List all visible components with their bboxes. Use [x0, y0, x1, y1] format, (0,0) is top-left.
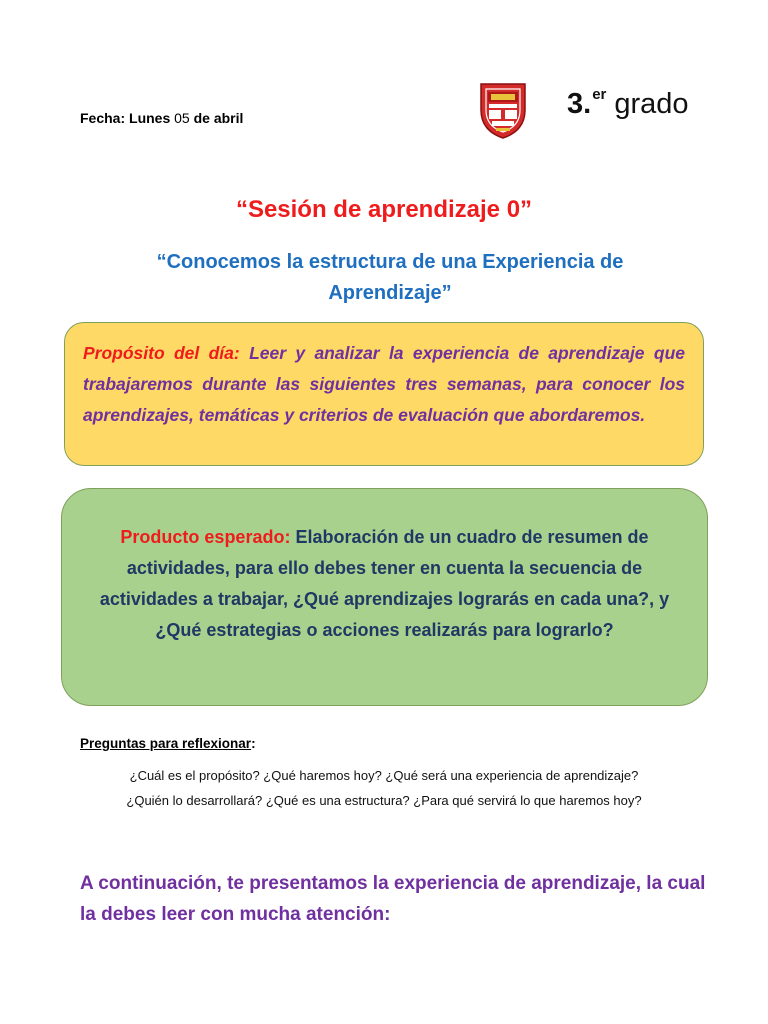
product-text: Elaboración de un cuadro de resumen de actividades, para ello debes tener en cuenta la secuencia de actividades a trabajar, ¿Qué aprendizajes lograrás en cada una?, y ¿Qué estrategias o acciones realizarás para lograrlo? — [99, 527, 670, 640]
product-label: Producto esperado: — [120, 527, 291, 547]
session-title: “Sesión de aprendizaje 0” — [235, 196, 533, 223]
grade-superscript: er — [592, 86, 607, 103]
product-box — [61, 488, 708, 706]
grade-number: 3. — [567, 88, 592, 120]
purpose-paragraph — [83, 338, 685, 431]
grade-word: grado — [614, 88, 689, 120]
questions-heading-colon: : — [251, 736, 256, 751]
intro-paragraph: A continuación, te presentamos la experiencia de aprendizaje, la cual la debes leer con mucha atención: — [80, 873, 706, 925]
date-line — [80, 110, 243, 126]
school-crest-icon — [477, 80, 529, 140]
purpose-label: Propósito del día: — [83, 343, 240, 363]
questions-line-2: ¿Quién lo desarrollará? ¿Qué es una estructura? ¿Para qué servirá lo que haremos hoy? — [126, 793, 642, 808]
date-day: 05 — [174, 110, 190, 126]
product-paragraph — [78, 522, 691, 646]
date-label: Fecha: Lunes — [80, 110, 171, 126]
questions-heading-text: Preguntas para reflexionar — [80, 736, 252, 751]
purpose-text: Leer y analizar la experiencia de aprendizaje que trabajaremos durante las siguientes tres semanas, para conocer los aprendizajes, temáticas y criterios de evaluación que abordaremos. — [83, 343, 685, 425]
grade-label — [567, 86, 689, 121]
session-subtitle: “Conocemos la estructura de una Experiencia de Aprendizaje” — [156, 251, 624, 304]
questions-line-1: ¿Cuál es el propósito? ¿Qué haremos hoy? ¿Qué será una experiencia de aprendizaje? — [129, 768, 639, 783]
date-rest: de abril — [193, 110, 244, 126]
questions-heading — [80, 736, 256, 751]
purpose-box — [64, 322, 704, 466]
